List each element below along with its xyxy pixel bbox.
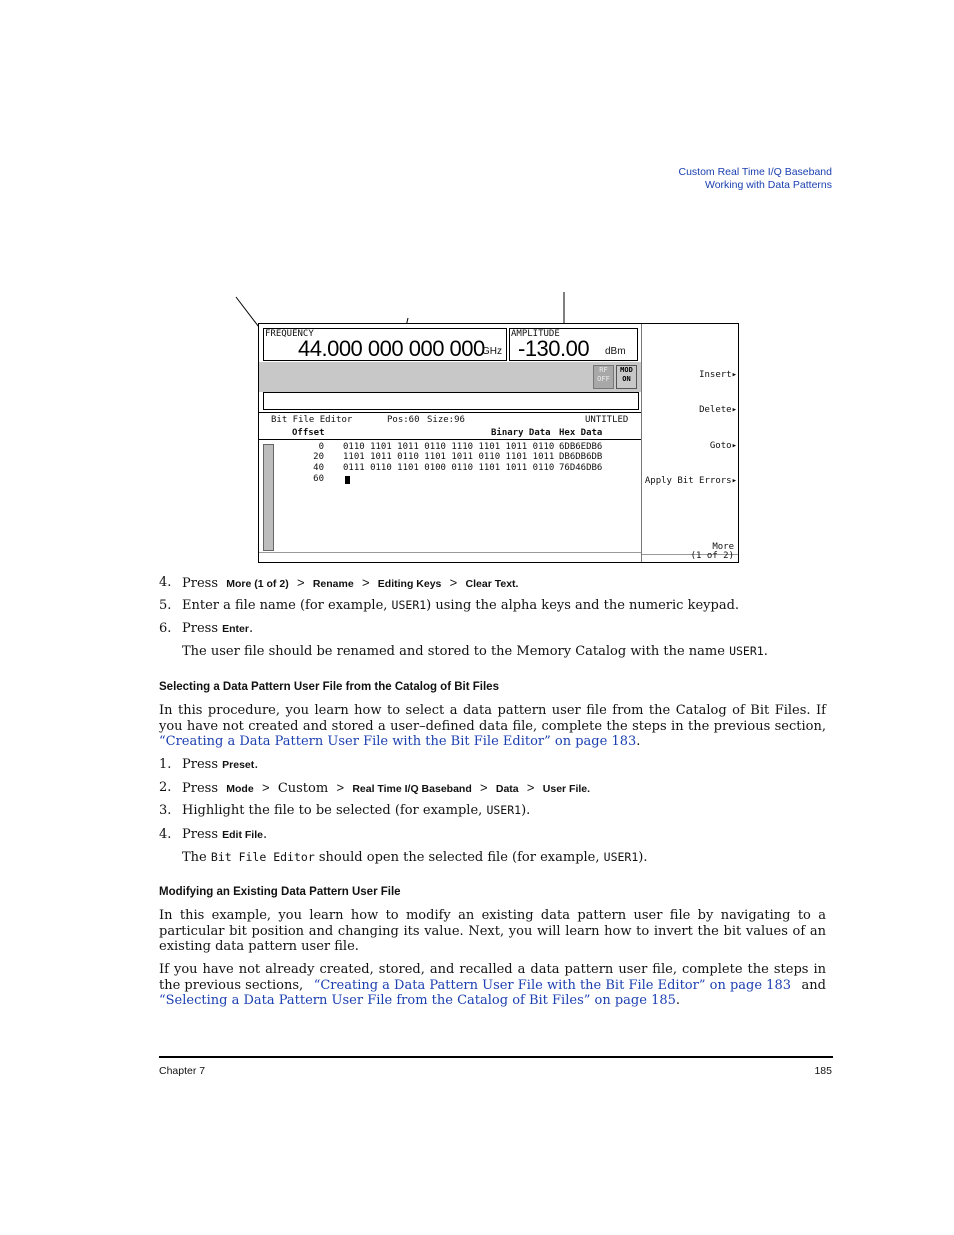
link-selecting-data-pattern[interactable]: “Selecting a Data Pattern User File from the Catalog of Bit Files” on page 185 [159,993,676,1008]
key-clear-text: Clear Text [465,578,516,590]
row-offset: 60 [313,474,324,484]
softkey-delete-label: Delete [699,405,732,415]
step-press: Press [182,781,218,796]
editor-scrollbar[interactable] [263,444,274,551]
key-more-1-of-2: More (1 of 2) [226,578,289,590]
step-press: Press [182,621,218,636]
row-offset: 0 [318,442,324,452]
note-text: The user file should be renamed and stored to the Memory Catalog with the name [182,644,725,659]
section2-paragraph-1 [159,908,826,955]
key-edit-file: Edit File [222,829,263,841]
step-enter-name [182,598,739,613]
code-bit-file-editor: Bit File Editor [210,850,315,864]
softkey-goto[interactable]: Goto▸ [709,441,737,451]
key-real-time-iq-baseband: Real Time I/Q Baseband [352,783,472,795]
rf-indicator-line1: RF [599,366,608,374]
softkey-delete[interactable]: Delete▸ [699,405,737,415]
step-number: 4. [159,827,172,842]
step-text: ). [521,803,531,818]
note-text: should open the selected file (for example, [318,850,600,865]
para-line: particular bit position and changing its value. Next, you will learn how to invert the bit values of an [159,923,826,939]
step-edit-file: Press Edit File. [182,827,268,842]
amplitude-unit: dBm [605,346,626,357]
note-end: ). [638,850,648,865]
step-press: Press [182,576,218,591]
step-highlight-file [182,803,530,818]
step-rename: Press More (1 of 2) > Rename > Editing Keys > Clear Text. [182,575,519,591]
para-text: and [801,977,826,993]
editor-size: Size:96 [427,415,465,425]
step-press-preset: Press Preset. [182,757,259,772]
separator: > [526,780,535,795]
softkey-apply-bit-errors-label: Apply Bit Errors [644,476,732,486]
softkey-panel [641,324,739,562]
code-user1: USER1 [603,850,639,864]
step-press-enter: Press Enter. [182,621,254,636]
amplitude-value: -130.00 [518,336,590,361]
editor-bottom-rule [259,552,641,553]
editor-title: Bit File Editor [271,415,353,425]
key-data: Data [495,783,519,795]
footer-page-number: 185 [814,1065,832,1077]
editor-top-rule [259,412,641,413]
softkey-insert[interactable]: Insert▸ [699,370,737,380]
softkey-more-page: (1 of 2) [690,551,734,561]
key-enter: Enter [222,623,249,635]
frequency-unit: GHz [482,346,502,357]
note-text: The [182,850,207,865]
amplitude-label: AMPLITUDE [511,329,560,339]
rf-indicator-line2: OFF [597,375,610,383]
frequency-box [263,328,507,361]
separator: > [296,575,305,590]
step-number: 1. [159,757,172,772]
row-hex: 6DB6EDB6 [559,442,603,452]
mod-indicator-line2: ON [622,375,631,383]
custom-text: Custom [277,781,329,796]
key-user-file: User File [542,783,588,795]
step-number: 4. [159,575,172,590]
note-bit-file-editor [182,850,648,865]
para-text: the previous sections, [159,977,304,993]
editor-header-rule [259,439,641,440]
para-end: . [675,993,681,1008]
para-line: In this example, you learn how to modify an existing data pattern user file by navigating to a [159,908,826,923]
step-number: 6. [159,621,172,636]
para-line [159,978,826,994]
note-end: . [763,644,768,659]
softkey-insert-label: Insert [699,370,732,380]
section-heading: Selecting a Data Pattern User File from the Catalog of Bit Files [159,681,499,693]
softkey-goto-label: Goto [709,441,732,451]
separator: > [449,575,458,590]
separator: > [361,575,370,590]
footer-chapter: Chapter 7 [159,1065,206,1077]
header-chapter-title: Custom Real Time I/Q Baseband [678,166,832,178]
step-press: Press [182,827,218,842]
step-press: Press [182,757,218,772]
mod-on-indicator [616,365,637,389]
row-offset: 20 [313,452,324,462]
para-line: If you have not already created, stored, and recalled a data pattern user file, complete the steps in [159,962,826,977]
row-offset: 40 [313,463,324,473]
step-text: ) using the alpha keys and the numeric keypad. [426,598,740,613]
footer-rule [159,1056,833,1058]
row-hex: 76D46DB6 [559,463,603,473]
col-hex-header: Hex Data [559,428,603,438]
step-text: Enter a file name (for example, [182,598,388,613]
instrument-display [258,323,739,563]
key-rename: Rename [312,578,354,590]
step-number: 3. [159,803,172,818]
para-line: In this procedure, you learn how to select a data pattern user file from the Catalog of Bit Files. If [159,703,826,718]
key-mode: Mode [226,783,254,795]
amplitude-box [509,328,638,361]
col-binary-header: Binary Data [491,428,551,438]
step-mode-path: Press Mode > Custom > Real Time I/Q Baseband > Data > User File. [182,780,591,796]
editor-file-name: UNTITLED [585,415,629,425]
note-renamed [182,644,768,659]
frequency-value: 44.000 000 000 000 [298,336,485,361]
para-line: existing data pattern user file. [159,939,359,954]
code-user1: USER1 [729,644,764,658]
col-offset-header: Offset [292,428,325,438]
softkey-more-label: More [712,542,734,552]
link-creating-data-pattern[interactable]: “Creating a Data Pattern User File with the Bit File Editor” on page 183 [313,977,791,993]
section2-paragraph-2 [159,962,826,1009]
header-section-title: Working with Data Patterns [704,179,832,191]
separator: > [336,780,345,795]
softkey-apply-bit-errors[interactable]: Apply Bit Errors▸ [644,476,737,486]
code-user1: USER1 [391,598,427,612]
section1-paragraph [159,703,826,750]
code-user1: USER1 [486,803,522,817]
row-binary: 1101 1011 0110 1101 1011 0110 1101 1011 [343,452,555,462]
separator: > [261,780,270,795]
text-entry-area [263,392,639,410]
section-heading: Modifying an Existing Data Pattern User File [159,886,401,898]
link-creating-data-pattern[interactable]: “Creating a Data Pattern User File with the Bit File Editor” on page 183 [159,734,637,749]
separator: > [480,780,488,795]
editor-position: Pos:60 [387,415,420,425]
row-binary: 0111 0110 1101 0100 0110 1101 1011 0110 [343,463,555,473]
step-number: 5. [159,598,172,613]
mod-indicator-line1: MOD [620,366,633,374]
step-number: 2. [159,780,172,795]
edit-cursor [345,476,350,484]
key-editing-keys: Editing Keys [377,578,442,590]
para-end: . [636,734,641,749]
rf-off-indicator [593,365,614,389]
status-band [259,362,641,392]
row-binary: 0110 1101 1011 0110 1110 1101 1011 0110 [343,442,555,452]
frequency-label: FREQUENCY [265,329,314,339]
para-line: you have not created and stored a user–defined data file, complete the steps in the previous section, [159,718,826,734]
key-preset: Preset [222,759,255,771]
step-text: Highlight the file to be selected (for example, [182,803,483,818]
row-hex: DB6DB6DB [559,452,603,462]
